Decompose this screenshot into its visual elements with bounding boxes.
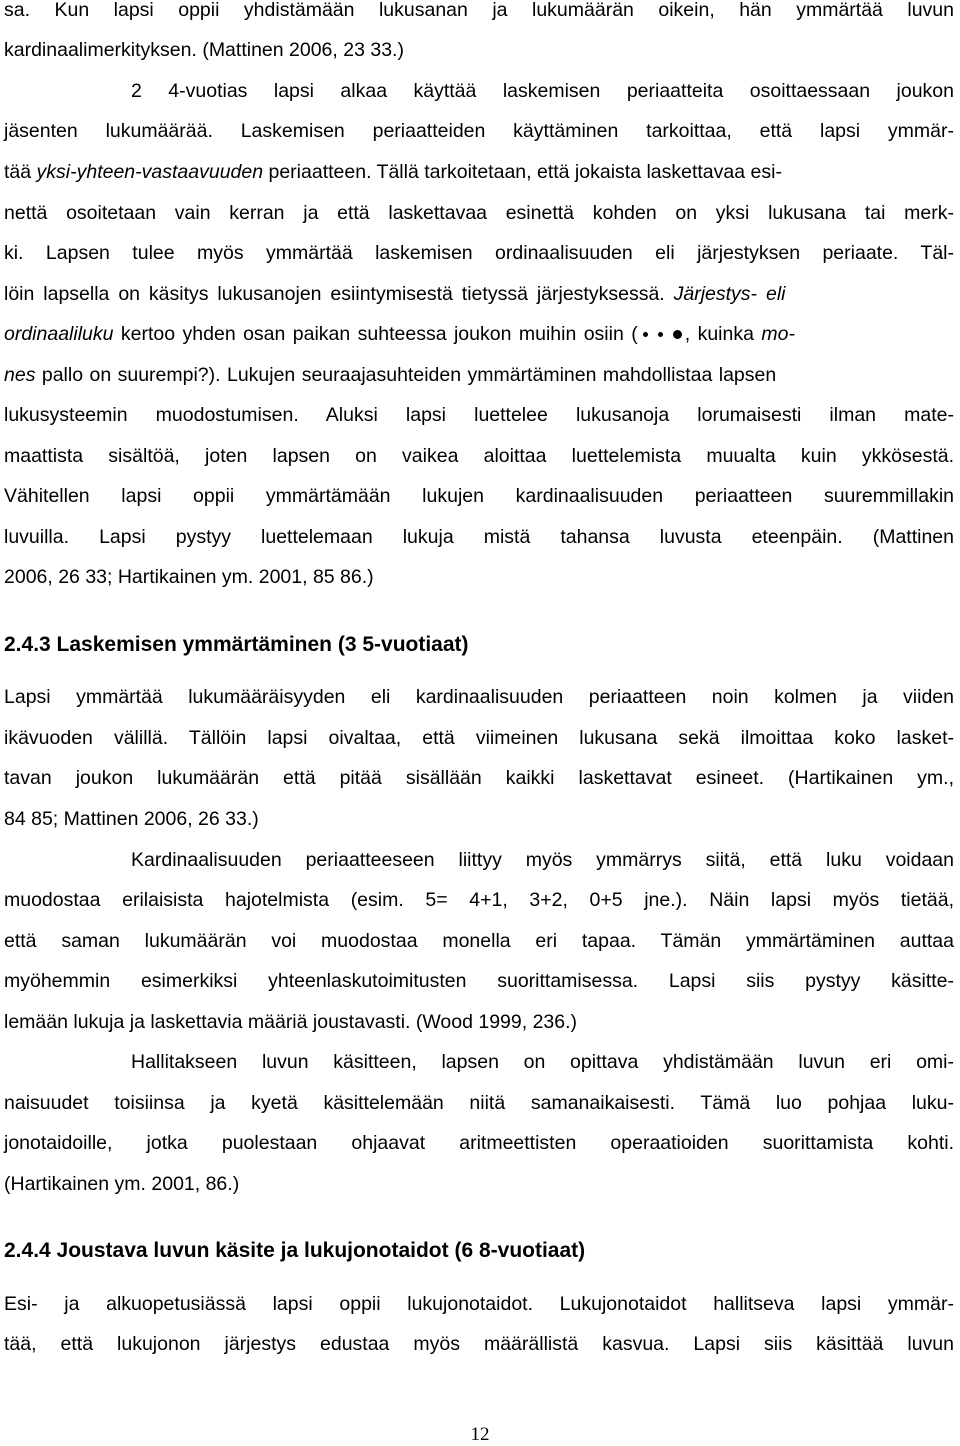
text-line: luvuilla. Lapsi pystyy luettelemaan lukuja mistä tahansa luvusta eteenpäin. (Mattinen [4,526,954,548]
text-line: lemään lukuja ja laskettavia määriä joustavasti. (Wood 1999, 236.) [4,1011,578,1033]
text-run: periaatteen. Tällä tarkoitetaan, että jokaista laskettavaa esi- [263,161,782,183]
text-line: lukusysteemin muodostumisen. Aluksi lapsi luettelee lukusanoja lorumaisesti ilman mate- [4,404,954,426]
text-run: , kuinka [684,323,762,345]
text-line: jonotaidoille, jotka puolestaan ohjaavat aritmeettisten operaatioiden suorittamista kohti. [4,1132,954,1154]
italic-term: Järjestys- eli [673,283,786,305]
text-run: tää [4,161,37,183]
text-line: 2006, 26 33; Hartikainen ym. 2001, 85 86.) [4,566,374,588]
text-line: tää, että lukujonon järjestys edustaa myös määrällistä kasvua. Lapsi siis käsittää luvun [4,1333,954,1355]
italic-term: nes [4,364,36,386]
text-line: 84 85; Mattinen 2006, 26 33.) [4,808,259,830]
text-line: muodostaa erilaisista hajotelmista (esim. 5= 4+1, 3+2, 0+5 jne.). Näin lapsi myös tietää, [4,889,954,911]
text-run: kertoo yhden osan paikan suhteessa joukon muihin osiin ( [113,323,638,345]
text-line: Kardinaalisuuden periaatteeseen liittyy myös ymmärrys siitä, että luku voidaan [131,849,954,871]
italic-term: yksi-yhteen-vastaavuuden [36,161,264,183]
text-line: myöhemmin esimerkiksi yhteenlaskutoimitusten suorittamisessa. Lapsi siis pystyy käsitte- [4,970,954,992]
text-line: (Hartikainen ym. 2001, 86.) [4,1173,240,1195]
large-dot-icon [673,330,682,339]
text-line [4,363,954,387]
section-heading: 2.4.3 Laskemisen ymmärtäminen (3 5-vuotiaat) [4,633,469,656]
text-run: löin lapsella on käsitys lukusanojen esiintymisestä tietyssä järjestyksessä. [4,283,674,305]
text-line: kardinaalimerkityksen. (Mattinen 2006, 23 33.) [4,39,404,61]
text-line: nettä osoitetaan vain kerran ja että laskettavaa esinettä kohden on yksi lukusana tai merk- [4,202,954,224]
text-line: jäsenten lukumäärää. Laskemisen periaatteiden käyttäminen tarkoittaa, että lapsi ymmär- [4,120,954,142]
text-line: Esi- ja alkuopetusiässä lapsi oppii lukujonotaidot. Lukujonotaidot hallitseva lapsi ymmär- [4,1293,954,1315]
text-line [4,322,954,346]
ordinal-dots-illustration [638,322,685,346]
italic-term: mo- [761,323,795,345]
text-line [4,160,954,184]
text-line: maattista sisältöä, joten lapsen on vaikea aloittaa luettelemista muualta kuin ykkösestä. [4,445,954,467]
text-line: tavan joukon lukumäärän että pitää sisällään kaikki laskettavat esineet. (Hartikainen ym., [4,767,954,789]
text-line: Lapsi ymmärtää lukumääräisyyden eli kardinaalisuuden periaatteen noin kolmen ja viiden [4,686,954,708]
section-heading: 2.4.4 Joustava luvun käsite ja lukujonotaidot (6 8-vuotiaat) [4,1239,586,1262]
text-line: ki. Lapsen tulee myös ymmärtää laskemisen ordinaalisuuden eli järjestyksen periaate. Täl- [4,242,954,264]
text-line: Vähitellen lapsi oppii ymmärtämään lukujen kardinaalisuuden periaatteen suuremmillakin [4,485,954,507]
italic-term: ordinaaliluku [4,323,114,345]
text-line: 2 4-vuotias lapsi alkaa käyttää laskemisen periaatteita osoittaessaan joukon [131,80,954,102]
text-line: että saman lukumäärän voi muodostaa monella eri tapaa. Tämän ymmärtäminen auttaa [4,930,954,952]
small-dot-icon [643,332,648,337]
page-number: 12 [470,1424,490,1445]
text-line: sa. Kun lapsi oppii yhdistämään lukusanan ja lukumäärän oikein, hän ymmärtää luvun [4,0,954,21]
small-dot-icon [658,332,663,337]
text-line: naisuudet toisiinsa ja kyetä käsittelemään niitä samanaikaisesti. Tämä luo pohjaa luku- [4,1092,954,1114]
text-run: pallo on suurempi?). Lukujen seuraajasuhteiden ymmärtäminen mahdollistaa lapsen [35,364,777,386]
text-line: Hallitakseen luvun käsitteen, lapsen on opittava yhdistämään luvun eri omi- [131,1051,954,1073]
text-line: ikävuoden välillä. Tällöin lapsi oivaltaa, että viimeinen lukusana sekä ilmoittaa koko lasket- [4,727,954,749]
text-line [4,282,954,306]
